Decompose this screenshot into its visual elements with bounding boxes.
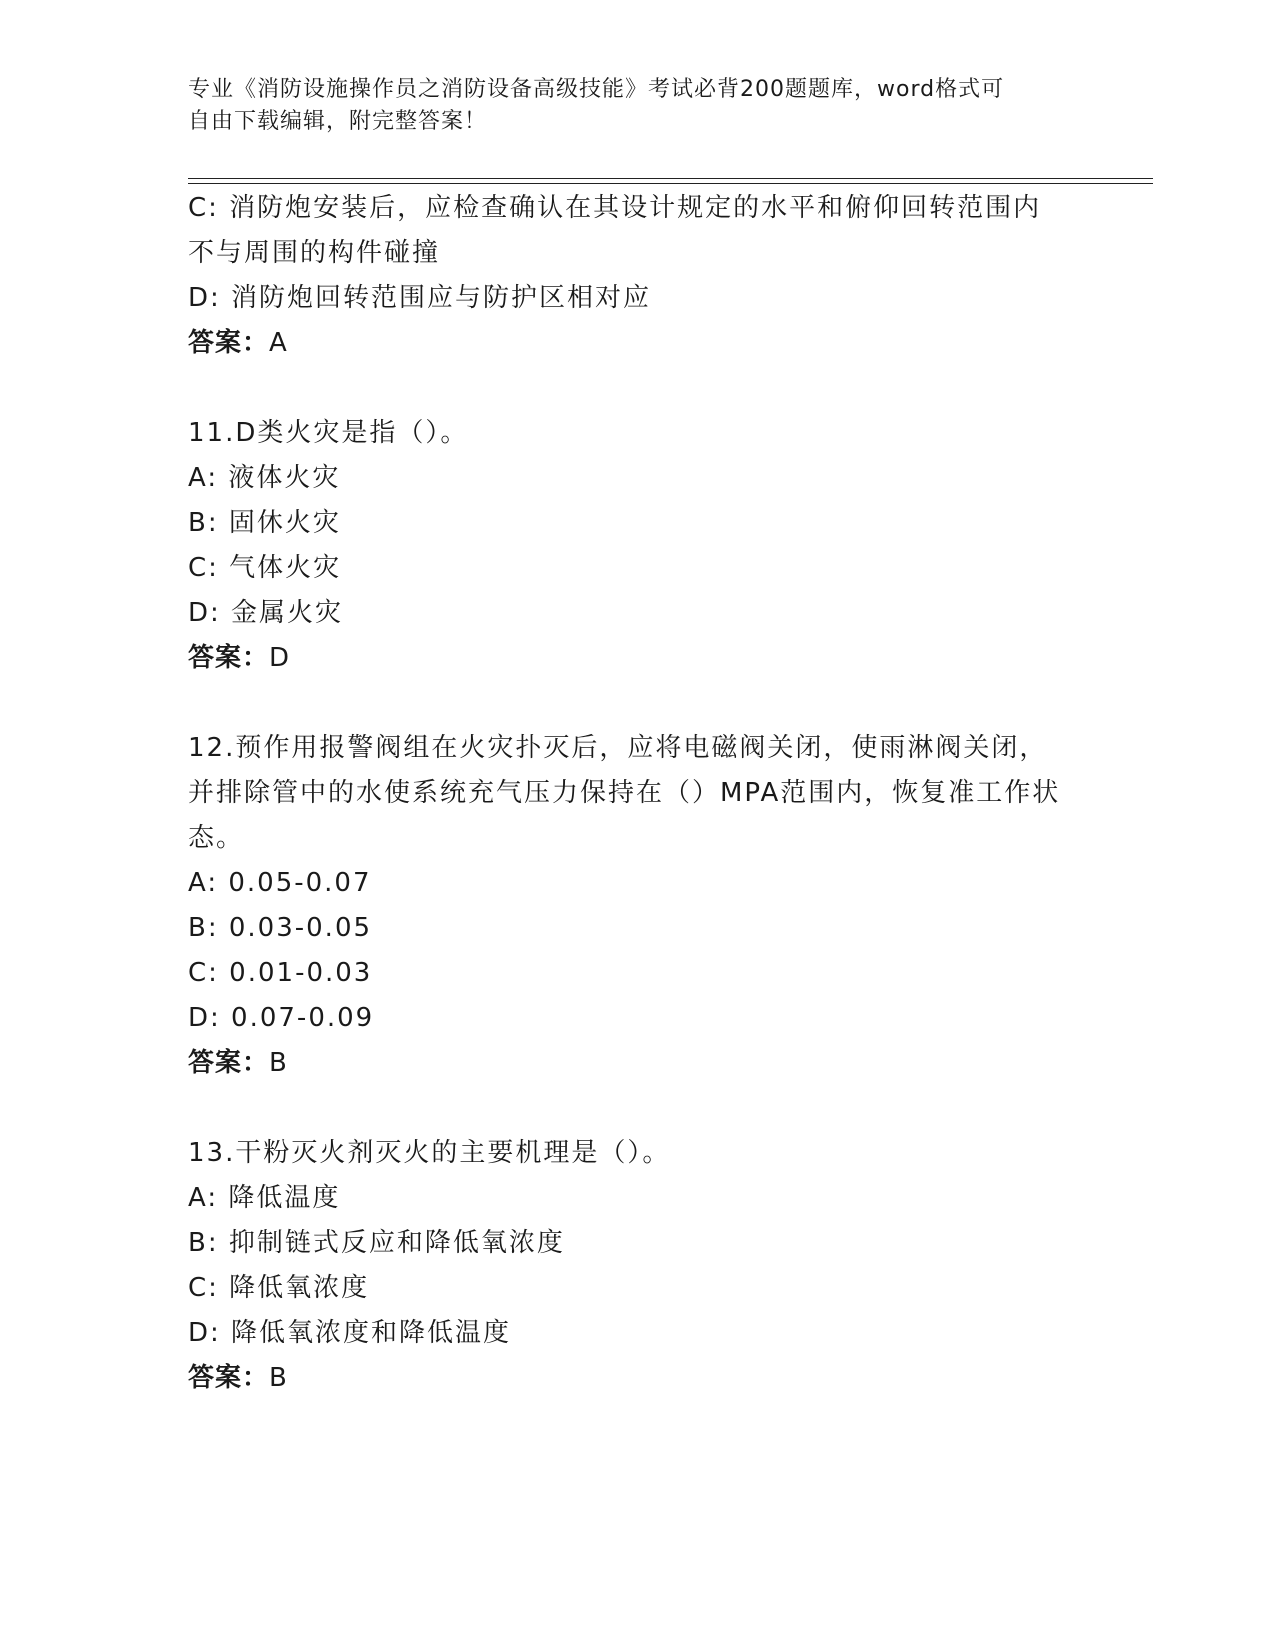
option-d: D: 消防炮回转范围应与防护区相对应 [188, 283, 652, 313]
question-12-option-a: A: 0.05-0.07 [188, 868, 372, 898]
question-11-answer [188, 641, 290, 675]
header-line-1: 专业《消防设施操作员之消防设备高级技能》考试必背200题题库，word格式可 [188, 77, 1005, 102]
question-13-option-b: B: 抑制链式反应和降低氧浓度 [188, 1228, 565, 1258]
question-12-option-d: D: 0.07-0.09 [188, 1003, 375, 1033]
answer-value: B [269, 1363, 288, 1393]
document-header [188, 74, 1068, 138]
question-11-stem: 11.D类火灾是指（）。 [188, 418, 469, 448]
question-13-answer [188, 1361, 288, 1395]
answer-label: 答案： [188, 328, 270, 358]
question-13-option-d: D: 降低氧浓度和降低温度 [188, 1318, 512, 1348]
answer-value: D [269, 643, 291, 673]
answer-label: 答案： [188, 643, 270, 673]
question-12-answer [188, 1046, 288, 1080]
answer [188, 326, 288, 360]
question-12-stem-line-1: 12.预作用报警阀组在火灾扑灭后，应将电磁阀关闭，使雨淋阀关闭， [188, 733, 1048, 763]
question-12-option-c: C: 0.01-0.03 [188, 958, 373, 988]
question-13-stem: 13.干粉灭火剂灭火的主要机理是（）。 [188, 1138, 671, 1168]
header-line-2: 自由下载编辑，附完整答案！ [188, 109, 488, 134]
question-12-stem-line-2: 并排除管中的水使系统充气压力保持在（）MPA范围内，恢复准工作状 [188, 778, 1061, 808]
question-11-option-b: B: 固休火灾 [188, 508, 341, 538]
question-12-stem-line-3: 态。 [188, 823, 245, 853]
question-11-option-d: D: 金属火灾 [188, 598, 344, 628]
question-11-option-a: A: 液体火灾 [188, 463, 341, 493]
answer-label: 答案： [188, 1048, 270, 1078]
answer-label: 答案： [188, 1363, 270, 1393]
question-13-option-c: C: 降低氧浓度 [188, 1273, 370, 1303]
question-12-option-b: B: 0.03-0.05 [188, 913, 373, 943]
header-divider-top [188, 178, 1153, 179]
header-divider-bottom [188, 183, 1153, 184]
question-13-option-a: A: 降低温度 [188, 1183, 341, 1213]
option-c: C: 消防炮安装后，应检查确认在其设计规定的水平和俯仰回转范围内 [188, 193, 1042, 223]
option-c-continued: 不与周围的构件碰撞 [188, 238, 441, 268]
answer-value: B [269, 1048, 288, 1078]
question-11-option-c: C: 气体火灾 [188, 553, 342, 583]
answer-value: A [269, 328, 288, 358]
